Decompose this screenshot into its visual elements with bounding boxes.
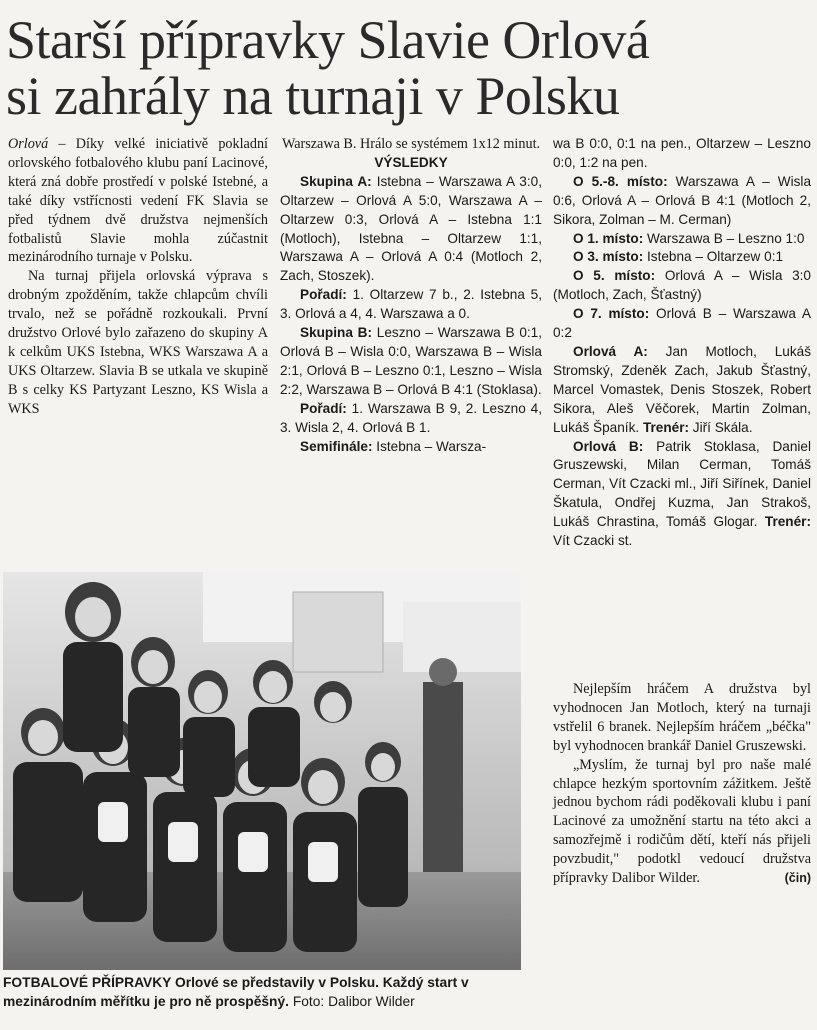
place-5-8-label: O 5.-8. místo: <box>573 173 668 189</box>
photo-credit: Foto: Dalibor Wilder <box>288 994 415 1009</box>
article-column-1 <box>8 135 268 419</box>
caption-lead: FOTBALOVÉ PŘÍPRAVKY <box>3 975 172 990</box>
standings-a-label: Pořadí: <box>300 287 347 303</box>
place-7 <box>553 305 811 343</box>
coach-a-label: Trenér: <box>642 419 690 435</box>
group-a-text: Istebna – Warszawa A 3:0, Oltarzew – Orlová A 5:0, Warszawa A – Oltarzew 0:3, Orlová A – Istebna 1:1 (Motloch), Istebna – Oltarzew 1:1, Warszawa A – Orlová A 0:4 (Motloch 2, Zach, Stoszek). <box>280 173 542 284</box>
headline <box>6 12 806 124</box>
group-b-standings <box>280 400 542 438</box>
roster-b-text: Patrik Stoklasa, Daniel Gruszewski, Milan Cerman, Tomáš Cerman, Vít Czacki ml., Jiří Siřínek, Daniel Škatula, Ondřej Kuzma, Jan Strakoš, Lukáš Chrastina, Tomáš Glogar. <box>553 438 812 530</box>
group-a-standings <box>280 286 542 324</box>
group-a-results <box>280 173 542 286</box>
roster-a-label: Orlová A: <box>573 343 648 359</box>
intro-text: – Díky velké iniciativě pokladní orlovského fotbalového klubu paní Lacinové, která zná dobře prostředí v polské Istebné, a také díky vstřícnosti vedení FK Slavia se před týdnem dvě družstva nejmenších fotbalistů Slavie mohla zúčastnit mezinárodního turnaje v Polsku. <box>8 136 268 266</box>
coach-b-label: Trenér: <box>764 514 811 530</box>
semifinal-label: Semifinále: <box>300 438 373 454</box>
place-3-label: O 3. místo: <box>573 249 644 265</box>
place-5-label: O 5. místo: <box>573 268 656 284</box>
place-1 <box>553 230 811 249</box>
coach-a-text: Jiří Skála. <box>689 419 753 435</box>
standings-b-text: 1. Warszawa B 9, 2. Leszno 4, 3. Wisla 2, 4. Orlová B 1. <box>280 400 542 435</box>
roster-a <box>553 343 811 438</box>
standings-a-text: 1. Oltarzew 7 b., 2. Istebna 5, 3. Orlová a 4, 4. Warszawa a 0. <box>280 287 542 322</box>
article-column-2 <box>280 135 542 456</box>
place-1-text: Warszawa B – Leszno 1:0 <box>643 230 805 246</box>
paragraph-intro <box>8 135 268 267</box>
article-column-3 <box>553 135 811 551</box>
standings-b-label: Pořadí: <box>300 400 347 416</box>
roster-a-text: Jan Motloch, Lukáš Stromský, Zdeněk Zach, Jakub Šťastný, Marcel Vomastek, Denis Stoszek, Robert Sikora, Aleš Věčorek, Martin Zolman, Lukáš Španík. <box>553 343 811 435</box>
place-7-text: Orlová B – Warszawa A 0:2 <box>553 306 811 341</box>
paragraph-2: Na turnaj přijela orlovská výprava s drobným zpožděním, takže chlapcům chvíli trvalo, než se pořádně rozkoukali. První družstvo Orlové bylo zařazeno do skupiny A k celkům UKS Istebna, WKS Warszawa A a UKS Oltarzew. Slavia B se utkala ve skupině B s celky KS Partyzant Leszno, KS Wisla a WKS <box>8 268 268 417</box>
paragraph-best-players: Nejlepším hráčem A družstva byl vyhodnocen Jan Motloch, který na turnaji vstřelil 6 branek. Nejlepším hráčem „béčka" byl vyhodnocen brankář Daniel Gruszewski. <box>553 681 811 754</box>
place-5-text: Orlová A – Wisla 3:0 (Motloch, Zach, Šťastný) <box>553 268 811 303</box>
team-photo-image <box>3 572 521 970</box>
semifinal-text: Istebna – Warsza- <box>372 438 487 454</box>
roster-b-label: Orlová B: <box>573 438 644 454</box>
paragraph-quote <box>553 756 811 888</box>
system-text: Warszawa B. Hrálo se systémem 1x12 minut. <box>281 136 541 152</box>
place-5 <box>553 267 811 305</box>
team-photo <box>3 572 521 970</box>
place-5-8-text: Warszawa A – Wisla 0:6, Orlová A – Orlová B 4:1 (Motloch 2, Sikora, Zolman – M. Cerman) <box>553 173 812 227</box>
group-a-label: Skupina A: <box>300 173 372 189</box>
results-heading: VÝSLEDKY <box>374 154 448 170</box>
quote-text: „Myslím, že turnaj byl pro naše malé chlapce hezkým sportovním zážitkem. Ještě jednou bychom rádi poděkovali klubu i paní Lacinové za umožnění startu na této akci a samozřejmě i rodičům dětí, kteří nás přijeli povzbudit," podotkl vedoucí družstva přípravky Dalibor Wilder. <box>553 756 811 887</box>
place-7-label: O 7. místo: <box>573 306 650 322</box>
byline: (čin) <box>784 871 811 886</box>
place-1-label: O 1. místo: <box>573 230 644 246</box>
dateline: Orlová <box>8 136 49 152</box>
semifinal-results <box>280 438 542 457</box>
place-3 <box>553 248 811 267</box>
group-b-label: Skupina B: <box>300 325 373 341</box>
place-5-8 <box>553 173 811 230</box>
article-column-3-lower <box>553 680 811 888</box>
group-b-text: Leszno – Warszawa B 0:1, Orlová B – Wisla 0:0, Warszawa B – Wisla 2:1, Orlová B – Leszno 0:1, Leszno – Wisla 2:2, Warszawa B – Orlová B 4:1 (Stoklasa). <box>280 325 543 397</box>
coach-b-text: Vít Czacki st. <box>553 533 633 549</box>
headline-line-1: Starší přípravky Slavie Orlová <box>6 10 650 70</box>
place-3-text: Istebna – Oltarzew 0:1 <box>643 249 784 265</box>
caption-text: Orlové se představily v Polsku. Každý start v mezinárodním měřítku je pro ně prospěšný. <box>3 975 469 1009</box>
headline-line-2: si zahrály na turnaji v Polsku <box>6 66 620 126</box>
roster-b <box>553 438 811 551</box>
group-b-results <box>280 324 542 400</box>
semifinal-continued: wa B 0:0, 0:1 na pen., Oltarzew – Leszno 0:0, 1:2 na pen. <box>553 136 811 170</box>
photo-caption <box>3 973 543 1011</box>
